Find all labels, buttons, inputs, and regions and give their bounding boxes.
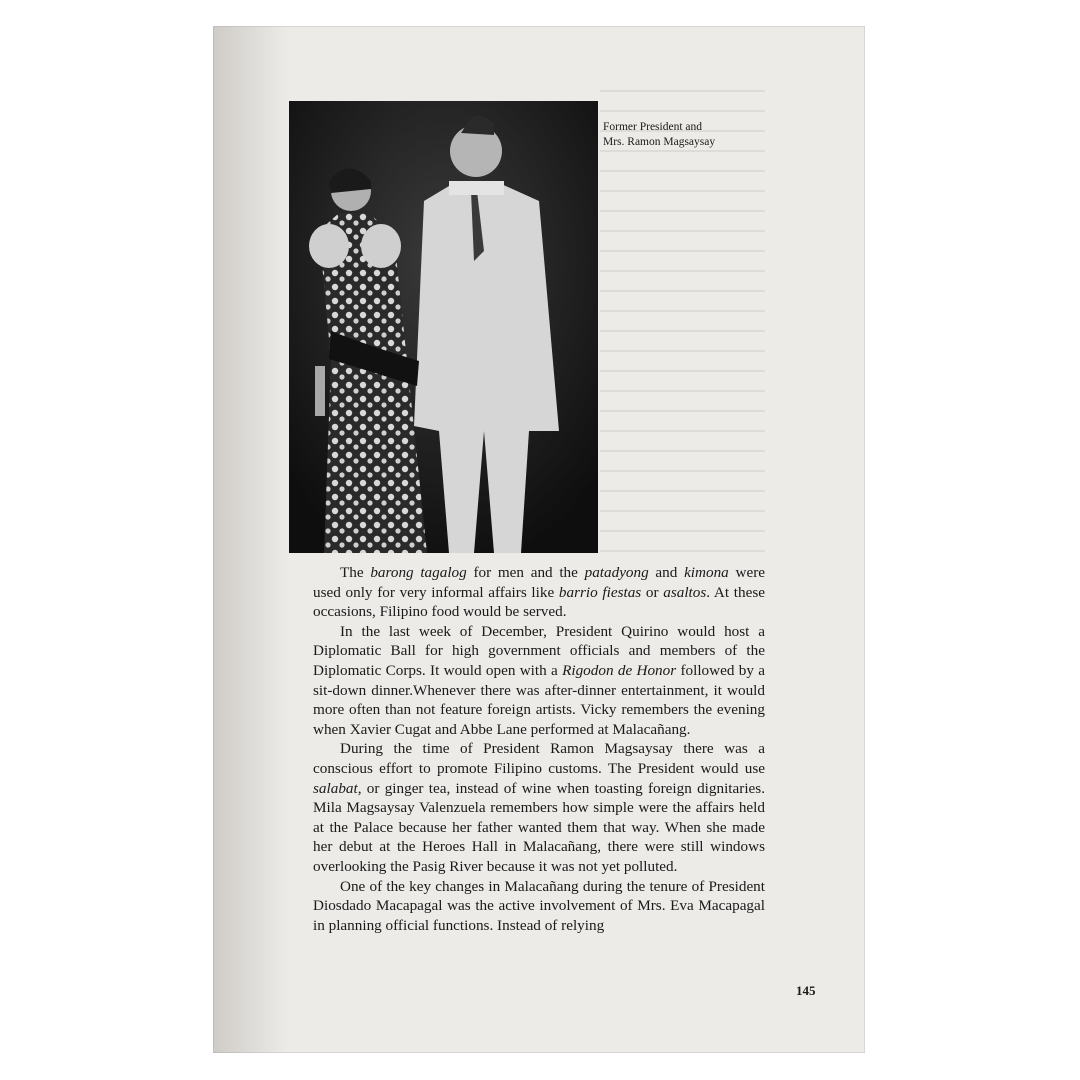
text-run: One of the key changes in Malacañang during the tenure of President Diosdado Macapagal was the active involvement of Mrs. Eva Macapagal in planning official functions. Instead of relying xyxy=(313,877,765,934)
text-run: During the time of President Ramon Magsaysay there was a conscious effort to promote Filipino customs. The President would use xyxy=(313,740,765,777)
gutter-shadow xyxy=(213,26,288,1053)
caption-line: Former President and xyxy=(603,121,703,133)
text-run: or xyxy=(641,583,664,601)
text-run: In the last week of December, President Quirino would host a Diplomatic Ball for high government officials and members of the Diplomatic Corps. It would open with a xyxy=(313,622,765,679)
magsaysay-photo xyxy=(289,101,598,553)
text-run: . At these occasions, Filipino food would be served. xyxy=(313,583,765,621)
text-run: and xyxy=(648,564,685,581)
page-number: 145 xyxy=(796,983,816,998)
text-run: for men and the xyxy=(466,564,585,581)
italic-term: salabat, xyxy=(313,779,362,797)
text-run: followed by a sit-down dinner.Whenever there was after-dinner entertainment, it would more often than not feature foreign artists. Vicky remembers the evening when Xavier Cugat and Abbe Lane performed at Malacañang. xyxy=(313,661,765,738)
italic-term: barrio fiestas xyxy=(558,583,642,601)
paragraph xyxy=(313,739,765,876)
paragraph xyxy=(313,877,765,936)
text-run: The xyxy=(340,564,371,581)
paragraph xyxy=(313,622,765,740)
italic-term: Rigodon de Honor xyxy=(562,661,677,679)
photo-caption xyxy=(603,120,743,150)
body-text xyxy=(313,563,765,935)
text-run: were used only for very informal affairs like xyxy=(313,564,765,601)
italic-term: patadyong xyxy=(584,564,649,581)
paragraph xyxy=(313,563,765,622)
show-through-text xyxy=(600,90,765,560)
italic-term: kimona xyxy=(684,564,729,581)
text-run: or ginger tea, instead of wine when toasting foreign dignitaries. Mila Magsaysay Valenzuela remembers how simple were the affairs held at the Palace because her father wanted them that way. When she made her debut at the Heroes Hall in Malacañang, there were still windows overlooking the Pasig River because it was not yet polluted. xyxy=(313,779,765,875)
caption-line: Mrs. Ramon Magsaysay xyxy=(603,136,716,148)
italic-term: barong tagalog xyxy=(370,564,467,581)
italic-term: asaltos xyxy=(663,583,707,601)
